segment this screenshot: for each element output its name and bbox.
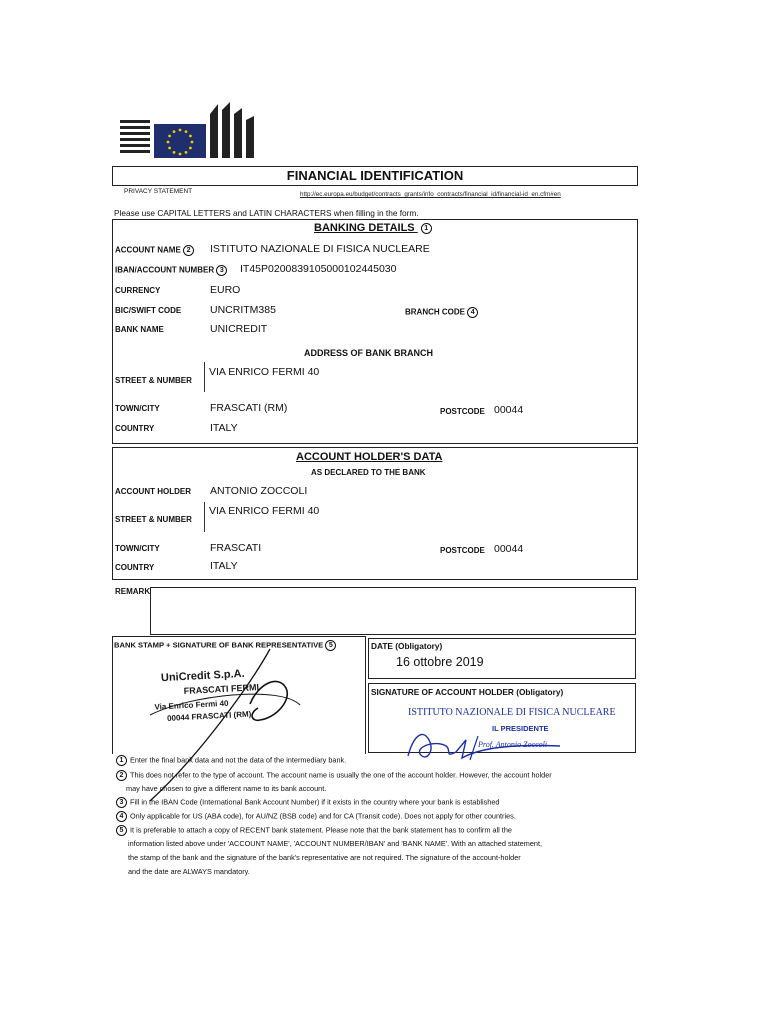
- bank-street-value: VIA ENRICO FERMI 40: [209, 366, 320, 378]
- svg-text:FRASCATI FERMI: FRASCATI FERMI: [183, 682, 260, 697]
- holder-country-value: ITALY: [210, 560, 238, 572]
- iban-value: IT45P0200839105000102445030: [240, 263, 397, 275]
- footnote-5-cont-3: and the date are ALWAYS mandatory.: [128, 867, 250, 876]
- holder-town-label: TOWN/CITY: [115, 544, 160, 553]
- signature-label: SIGNATURE OF ACCOUNT HOLDER (Obligatory): [371, 687, 564, 697]
- holder-stamp-name: Prof. Antonio Zoccoli: [478, 740, 548, 749]
- form-instruction: Please use CAPITAL LETTERS and LATIN CHARACTERS when filling in the form.: [114, 208, 419, 218]
- footnote-marker: 1: [116, 755, 127, 766]
- account-name-label-text: ACCOUNT NAME: [115, 245, 181, 255]
- account-holder-section: [112, 447, 638, 580]
- footnote-text: This does not refer to the type of account. The account name is usually the one of the account holder. However, the account holder: [130, 770, 552, 780]
- bic-value: UNCRITM385: [210, 304, 276, 316]
- bank-name-label: BANK NAME: [115, 325, 164, 334]
- footnote-1: [116, 755, 346, 766]
- footnote-2-cont: may have chosen to give a different name to its bank account.: [126, 784, 327, 793]
- banking-details-title-text: BANKING DETAILS: [314, 222, 415, 234]
- currency-label: CURRENCY: [115, 286, 161, 295]
- svg-text:UniCredit S.p.A.: UniCredit S.p.A.: [160, 667, 245, 685]
- note-marker-3: 3: [216, 265, 227, 276]
- eu-commission-logo: [118, 100, 263, 160]
- bank-town-label: TOWN/CITY: [115, 404, 160, 413]
- holder-street-value: VIA ENRICO FERMI 40: [209, 505, 320, 517]
- bank-town-value: FRASCATI (RM): [210, 402, 288, 414]
- footnote-3: [116, 797, 499, 808]
- iban-label: [115, 265, 230, 276]
- footnote-5: [116, 825, 512, 836]
- privacy-statement-link[interactable]: http://ec.europa.eu/budget/contracts_grants/info_contracts/financial_id/financial-id_en.cfm#en: [300, 191, 561, 198]
- note-marker-5: 5: [325, 640, 336, 651]
- footnote-text: Enter the final bank data and not the data of the intermediary bank.: [130, 755, 347, 765]
- street-divider: [204, 362, 205, 392]
- bank-country-value: ITALY: [210, 422, 238, 434]
- date-value: 16 ottobre 2019: [396, 655, 484, 669]
- footnote-text: Only applicable for US (ABA code), for AU/NZ (BSB code) and for CA (Transit code). Does not apply for other countries.: [130, 811, 516, 821]
- footnote-4: [116, 811, 516, 822]
- iban-label-text: IBAN/ACCOUNT NUMBER: [115, 265, 215, 275]
- footnote-marker: 4: [116, 811, 127, 822]
- holder-town-value: FRASCATI: [210, 542, 262, 554]
- holder-postcode-value: 00044: [494, 543, 524, 555]
- account-holder-subtitle: AS DECLARED TO THE BANK: [311, 468, 426, 477]
- footnote-text: It is preferable to attach a copy of RECENT bank statement. Please note that the bank statement has to confirm all the: [130, 825, 512, 835]
- account-holder-title: ACCOUNT HOLDER'S DATA: [296, 451, 443, 463]
- note-marker-1: 1: [421, 223, 432, 234]
- holder-stamp-org: ISTITUTO NAZIONALE DI FISICA NUCLEARE: [408, 707, 616, 718]
- bank-stamp-label-text: BANK STAMP + SIGNATURE OF BANK REPRESENTATIVE: [114, 640, 324, 650]
- account-holder-value: ANTONIO ZOCCOLI: [210, 485, 308, 497]
- holder-stamp-role: IL PRESIDENTE: [492, 724, 549, 733]
- account-name-value: ISTITUTO NAZIONALE DI FISICA NUCLEARE: [210, 243, 430, 255]
- bank-postcode-label: POSTCODE: [440, 407, 485, 416]
- footnote-marker: 5: [116, 825, 127, 836]
- privacy-statement-label: PRIVACY STATEMENT: [124, 188, 193, 195]
- remark-label: REMARK: [115, 587, 151, 596]
- currency-value: EURO: [210, 284, 241, 296]
- holder-country-label: COUNTRY: [115, 563, 155, 572]
- holder-postcode-label: POSTCODE: [440, 546, 485, 555]
- note-marker-4: 4: [467, 307, 478, 318]
- footnote-5-cont-2: the stamp of the bank and the signature of the bank's representative are not required. The signature of the account-holder: [128, 853, 521, 862]
- account-holder-label: ACCOUNT HOLDER: [115, 487, 191, 496]
- footnote-2: [116, 770, 552, 781]
- remark-field[interactable]: [150, 587, 636, 635]
- bic-label: BIC/SWIFT CODE: [115, 306, 182, 315]
- footnote-marker: 2: [116, 770, 127, 781]
- svg-text:Via Enrico Fermi 40: Via Enrico Fermi 40: [154, 698, 229, 712]
- footnote-5-cont-1: information listed above under 'ACCOUNT NAME', 'ACCOUNT NUMBER/IBAN' and 'BANK NAME'. With an attached statement,: [128, 839, 543, 848]
- branch-code-label-text: BRANCH CODE: [405, 307, 465, 317]
- bank-postcode-value: 00044: [494, 404, 524, 416]
- title-box: [112, 166, 638, 186]
- footnote-marker: 3: [116, 797, 127, 808]
- svg-text:00044 FRASCATI (RM): 00044 FRASCATI (RM): [166, 709, 252, 723]
- note-marker-2: 2: [183, 245, 194, 256]
- footnote-text: Fill in the IBAN Code (International Bank Account Number) if it exists in the country where your bank is established: [130, 797, 500, 807]
- holder-street-divider: [204, 502, 205, 532]
- bank-country-label: COUNTRY: [115, 424, 155, 433]
- holder-street-label: STREET & NUMBER: [115, 515, 192, 524]
- bank-address-title: ADDRESS OF BANK BRANCH: [304, 348, 434, 358]
- page-title: FINANCIAL IDENTIFICATION: [286, 168, 464, 183]
- account-name-label: [115, 245, 197, 256]
- bank-street-label: STREET & NUMBER: [115, 376, 192, 385]
- bank-representative-signature: [130, 645, 330, 805]
- bank-name-value: UNICREDIT: [210, 323, 268, 335]
- branch-code-label: [405, 307, 481, 318]
- banking-details-title: [314, 222, 435, 234]
- account-holder-signature: [400, 722, 570, 764]
- date-label: DATE (Obligatory): [371, 641, 443, 651]
